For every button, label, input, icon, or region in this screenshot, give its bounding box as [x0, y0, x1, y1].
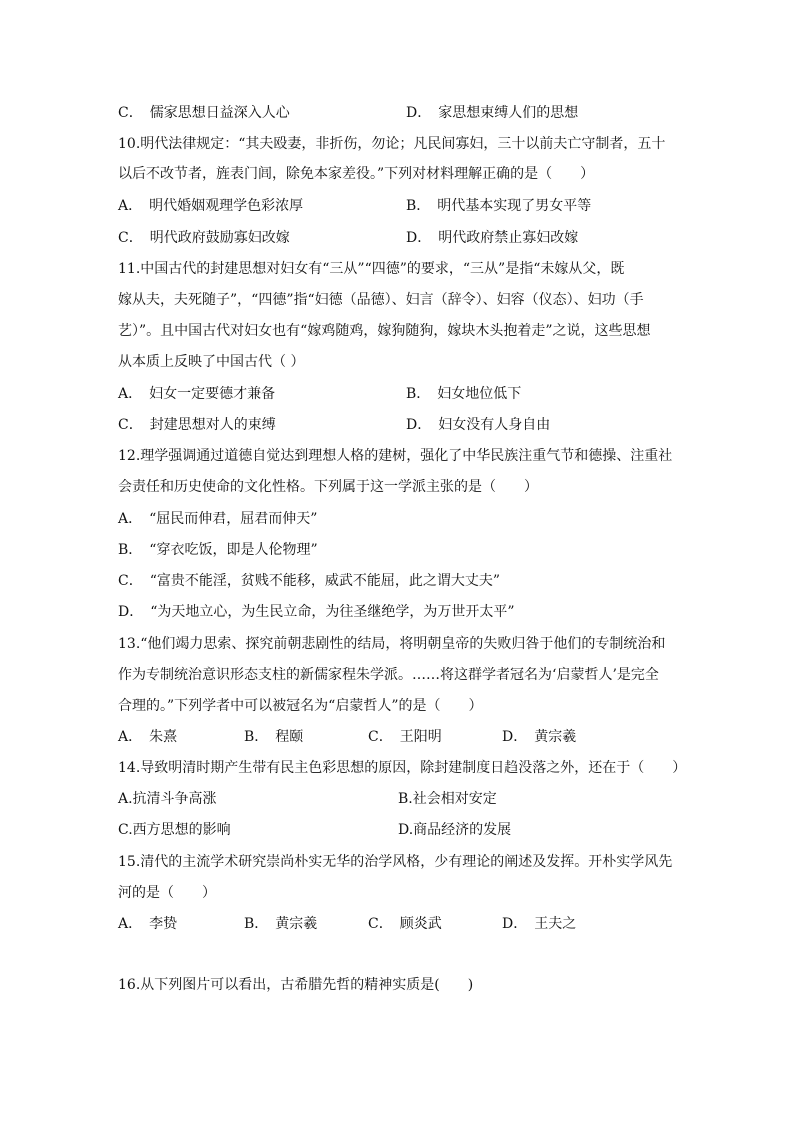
q13-option-d: D． 黄宗羲 — [502, 729, 577, 745]
q11-option-a: A． 妇女一定要德才兼备 — [118, 386, 276, 402]
q15-stem-line-1: 15.清代的主流学术研究崇尚朴实无华的治学风格，少有理论的阐述及发挥。开朴实学风先 — [118, 854, 673, 870]
q10-stem-line-2: 以后不改节者，旌表门闾，除免本家差役。”下列对材料理解正确的是（ ） — [118, 166, 595, 182]
q12-stem-line-1: 12.理学强调通过道德自觉达到理想人格的建树，强化了中华民族注重气节和德操、注重社 — [118, 448, 673, 464]
q15-option-b: B． 黄宗羲 — [244, 916, 318, 932]
q10-option-c: C． 明代政府鼓励寡妇改嫁 — [118, 230, 290, 246]
q15-option-d: D． 王夫之 — [502, 916, 577, 932]
q11-stem-line-1: 11.中国古代的封建思想对妇女有“三从”“四德”的要求，“三从”是指“未嫁从父，既 — [118, 261, 625, 277]
q16-stem: 16.从下列图片可以看出，古希腊先哲的精神实质是( ) — [118, 977, 474, 993]
q14-option-d: D.商品经济的发展 — [398, 822, 512, 838]
q11-option-d: D． 妇女没有人身自由 — [406, 417, 551, 433]
q10-option-b: B． 明代基本实现了男女平等 — [406, 198, 592, 214]
q13-option-b: B． 程颐 — [244, 729, 304, 745]
q9-option-c: C． 儒家思想日益深入人心 — [118, 105, 290, 121]
q14-stem: 14.导致明清时期产生带有民主色彩思想的原因，除封建制度日趋没落之外，还在于（ ） — [118, 760, 687, 776]
q11-stem-line-2: 嫁从夫，夫死随子”，“四德”指“妇德（品德）、妇言（辞令）、妇容（仪态）、妇功（手 — [118, 292, 644, 308]
q11-stem-line-3: 艺）”。且中国古代对妇女也有“嫁鸡随鸡，嫁狗随狗，嫁块木头抱着走”之说，这些思想 — [118, 323, 651, 339]
q15-stem-line-2: 河的是（ ） — [118, 885, 216, 901]
q13-stem-line-1: 13.“他们竭力思索、探究前朝悲剧性的结局，将明朝皇帝的失败归咎于他们的专制统治和 — [118, 636, 666, 652]
q14-option-b: B.社会相对安定 — [398, 791, 497, 807]
q13-stem-line-2: 作为专制统治意识形态支柱的新儒家程朱学派。……将这群学者冠名为‘启蒙哲人’是完全 — [118, 667, 659, 683]
q12-option-b: B． “穿衣吃饭，即是人伦物理” — [118, 542, 318, 558]
q9-option-d: D． 家思想束缚人们的思想 — [406, 105, 579, 121]
q12-option-c: C． “富贵不能淫，贫贱不能移，威武不能屈，此之谓大丈夫” — [118, 573, 501, 589]
q13-stem-line-3: 合理的。”下列学者中可以被冠名为“启蒙哲人”的是（ ） — [118, 698, 483, 714]
q10-stem-line-1: 10.明代法律规定：“其夫殴妻，非折伤，勿论；凡民间寡妇，三十以前夫亡守制者，五十 — [118, 136, 666, 152]
q11-option-b: B． 妇女地位低下 — [406, 386, 522, 402]
q10-option-d: D． 明代政府禁止寡妇改嫁 — [406, 230, 579, 246]
q10-option-a: A． 明代婚姻观理学色彩浓厚 — [118, 198, 304, 214]
q15-option-a: A． 李贽 — [118, 916, 178, 932]
q11-option-c: C． 封建思想对人的束缚 — [118, 417, 276, 433]
q12-option-a: A． “屈民而伸君，屈君而伸天” — [118, 511, 318, 527]
q13-option-a: A． 朱熹 — [118, 729, 178, 745]
q14-option-c: C.西方思想的影响 — [118, 822, 231, 838]
q15-option-c: C． 顾炎武 — [368, 916, 442, 932]
q11-stem-line-4: 从本质上反映了中国古代（ ） — [118, 354, 305, 370]
q13-option-c: C． 王阳明 — [368, 729, 442, 745]
q12-stem-line-2: 会责任和历史使命的文化性格。下列属于这一学派主张的是（ ） — [118, 479, 538, 495]
q14-option-a: A.抗清斗争高涨 — [118, 791, 217, 807]
q12-option-d: D． “为天地立心，为生民立命，为往圣继绝学，为万世开太平” — [118, 604, 515, 620]
